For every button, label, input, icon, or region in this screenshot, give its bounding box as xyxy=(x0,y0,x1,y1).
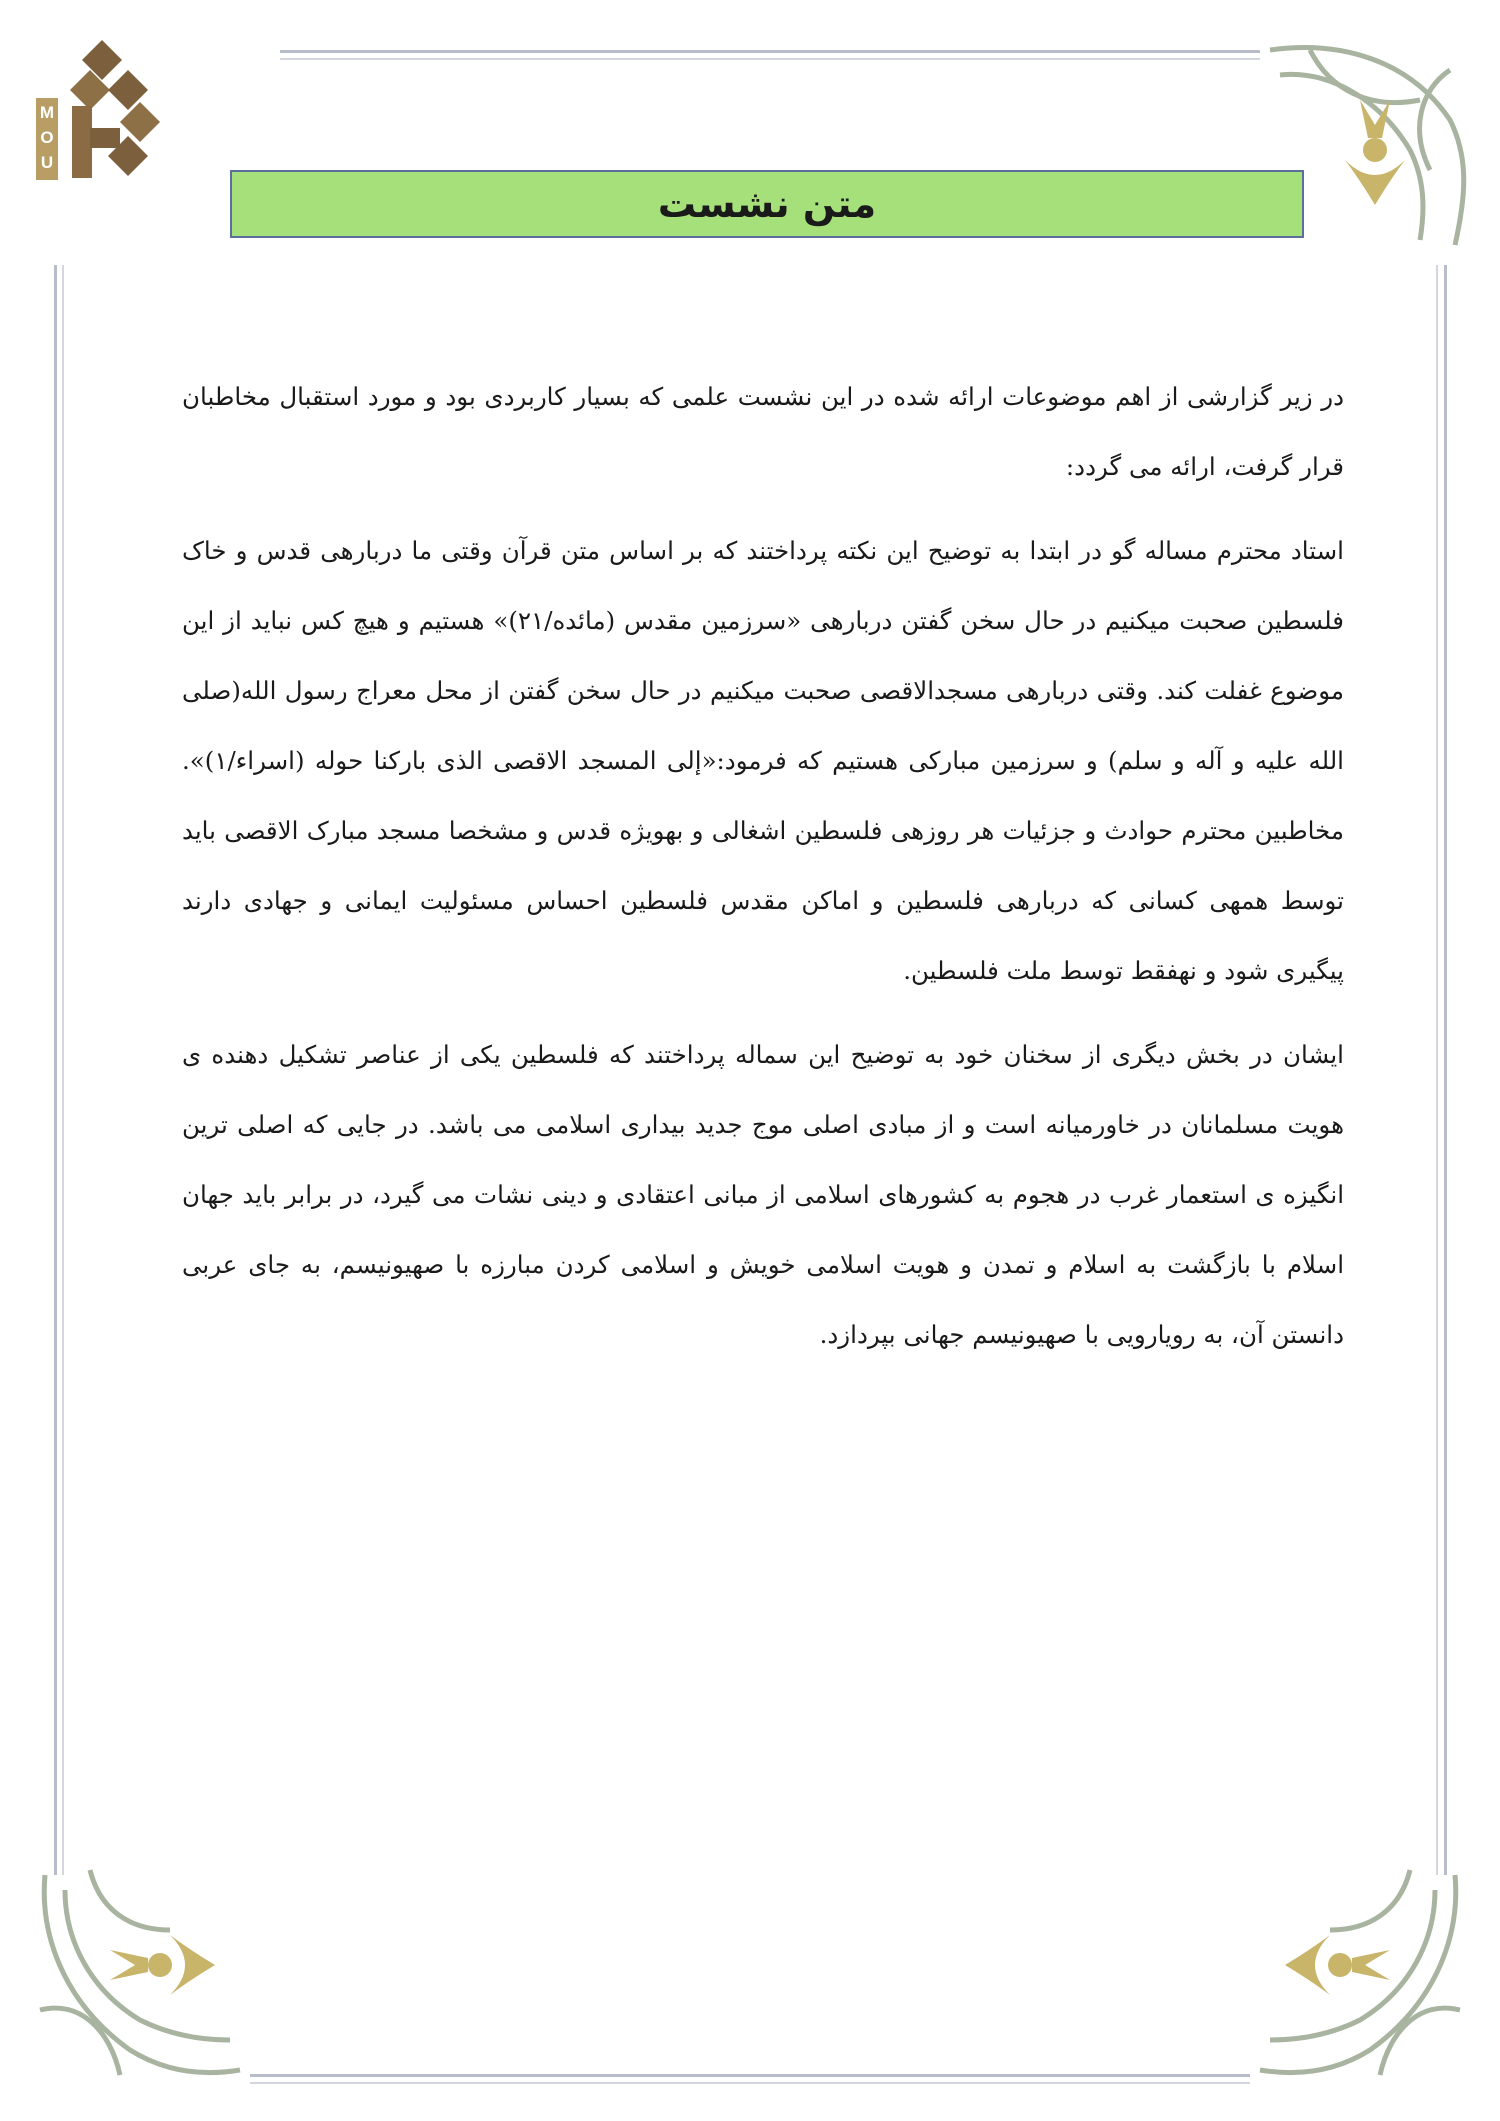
paragraph: استاد محترم مساله گو در ابتدا به توضیح این نکته پرداختند که بر اساس متن قرآن وقتی ما دربارهی قدس و خاک فلسطین صحبت میکنیم در حال سخن گفتن دربارهی «سرزمین مقدس (مائده/۲۱)» هستیم و هیچ کس نباید از این موضوع غفلت کند. وقتی دربارهی مسجدالاقصی صحبت میکنیم در حال سخن گفتن از محل معراج رسول الله(صلی الله علیه و آله و سلم) و سرزمین مبارکی هستیم که فرمود:«إلی المسجد الاقصی الذی بارکنا حوله (اسراء/۱)». مخاطبین محترم حوادث و جزئیات هر روزهی فلسطین اشغالی و بهویژه قدس و مشخصا مسجد مبارک الاقصی باید توسط همهی کسانی که دربارهی فلسطین و اماکن مقدس فلسطین احساس مسئولیت ایمانی و جهادی دارند پیگیری شود و نهفقط توسط ملت فلسطین. xyxy=(182,536,1344,985)
paragraph: در زیر گزارشی از اهم موضوعات ارائه شده در این نشست علمی که بسیار کاربردی بود و مورد استقبال مخاطبان قرار گرفت، ارائه می گردد: xyxy=(182,382,1344,481)
paragraph: ایشان در بخش دیگری از سخنان خود به توضیح این سماله پرداختند که فلسطین یکی از عناصر تشکیل دهنده ی هویت مسلمانان در خاورمیانه است و از مبادی اصلی موج جدید بیداری اسلامی می باشد. در جایی که اصلی ترین انگیزه ی استعمار غرب در هجوم به کشورهای اسلامی از مبانی اعتقادی و دینی نشات می گیرد، در برابر باید جهان اسلام با بازگشت به اسلام و تمدن و هویت اسلامی خویش و اسلامی کردن مبارزه با صهیونیسم، به جای عربی دانستن آن، به رویارویی با صهیونیسم جهانی بپردازد. xyxy=(182,1040,1344,1349)
top-border xyxy=(280,50,1260,53)
right-border xyxy=(1444,265,1447,1875)
floral-corner-ornament-icon xyxy=(1250,1860,1480,2090)
svg-text:O: O xyxy=(40,128,54,147)
top-border-inner xyxy=(280,58,1260,60)
bottom-border xyxy=(250,2074,1250,2077)
left-border xyxy=(54,265,57,1875)
mou-logo-icon xyxy=(30,40,170,190)
right-border-inner xyxy=(1436,265,1438,1875)
title-banner xyxy=(230,170,1304,238)
left-border-inner xyxy=(62,265,64,1875)
bottom-border-inner xyxy=(250,2082,1250,2084)
svg-text:U: U xyxy=(40,153,54,172)
page-title: متن نشست xyxy=(657,182,877,226)
floral-corner-ornament-icon xyxy=(20,1860,250,2090)
svg-text:M: M xyxy=(39,103,55,122)
document-body xyxy=(182,362,1344,1384)
